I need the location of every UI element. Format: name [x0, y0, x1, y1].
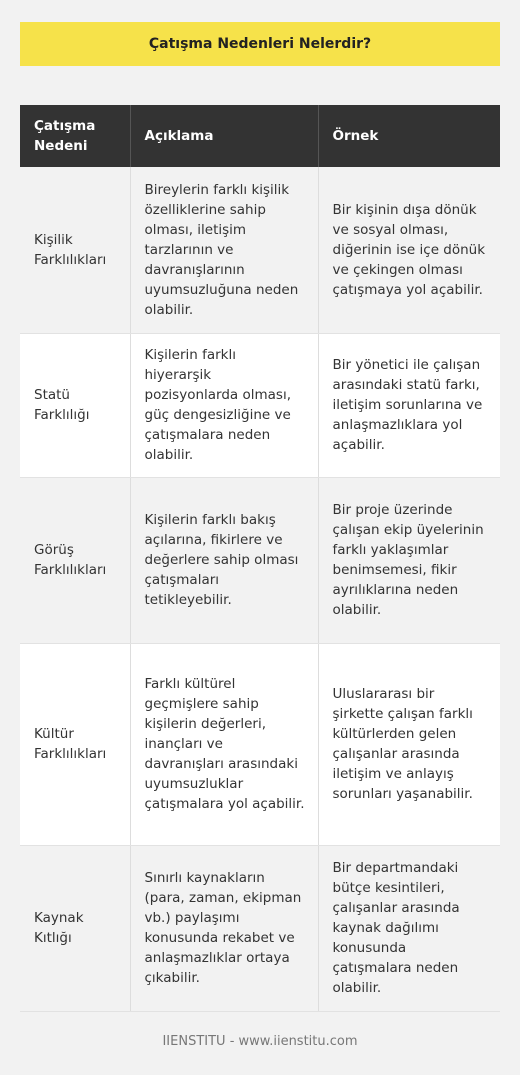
cell-example: Uluslararası bir şirkette çalışan farklı kültürlerden gelen çalışanlar arasında iletişim ve anlayış sorunları yaşanabilir.	[318, 643, 500, 845]
cell-cause: Statü Farklılığı	[20, 333, 130, 477]
column-header-description: Açıklama	[130, 105, 318, 167]
cell-cause: Görüş Farklılıkları	[20, 477, 130, 643]
cell-description: Kişilerin farklı hiyerarşik pozisyonlarda olması, güç dengesizliğine ve çatışmalara neden olabilir.	[130, 333, 318, 477]
cell-cause: Kaynak Kıtlığı	[20, 845, 130, 1011]
cell-example: Bir yönetici ile çalışan arasındaki statü farkı, iletişim sorunlarına ve anlaşmazlıklara yol açabilir.	[318, 333, 500, 477]
table-row	[20, 167, 500, 333]
table-row	[20, 643, 500, 845]
column-header-example: Örnek	[318, 105, 500, 167]
page-title-text: Çatışma Nedenleri Nelerdir?	[148, 36, 372, 52]
cell-description: Kişilerin farklı bakış açılarına, fikirlere ve değerlere sahip olması çatışmaları tetikleyebilir.	[130, 477, 318, 643]
cell-description: Farklı kültürel geçmişlere sahip kişilerin değerleri, inançları ve davranışları arasındaki uyumsuzluklar çatışmalara yol açabilir.	[130, 643, 318, 845]
cell-example: Bir proje üzerinde çalışan ekip üyelerinin farklı yaklaşımlar benimsemesi, fikir ayrılıklarına neden olabilir.	[318, 477, 500, 643]
table-row	[20, 333, 500, 477]
conflict-causes-table	[20, 105, 500, 1012]
page-title	[20, 22, 500, 66]
table-row	[20, 845, 500, 1011]
table-header-row	[20, 105, 500, 167]
column-header-cause: Çatışma Nedeni	[20, 105, 130, 167]
cell-example: Bir kişinin dışa dönük ve sosyal olması, diğerinin ise içe dönük ve çekingen olması çatışmaya yol açabilir.	[318, 167, 500, 333]
table-header	[20, 105, 500, 167]
table-row	[20, 477, 500, 643]
cell-cause: Kişilik Farklılıkları	[20, 167, 130, 333]
footer	[0, 1034, 520, 1049]
cell-description: Sınırlı kaynakların (para, zaman, ekipman vb.) paylaşımı konusunda rekabet ve anlaşmazlıklar ortaya çıkabilir.	[130, 845, 318, 1011]
table-body	[20, 167, 500, 1011]
cell-cause: Kültür Farklılıkları	[20, 643, 130, 845]
cell-example: Bir departmandaki bütçe kesintileri, çalışanlar arasında kaynak dağılımı konusunda çatışmalara neden olabilir.	[318, 845, 500, 1011]
footer-text: IIENSTITU - www.iienstitu.com	[162, 1034, 358, 1049]
cell-description: Bireylerin farklı kişilik özelliklerine sahip olması, iletişim tarzlarının ve davranışlarının uyumsuzluğuna neden olabilir.	[130, 167, 318, 333]
